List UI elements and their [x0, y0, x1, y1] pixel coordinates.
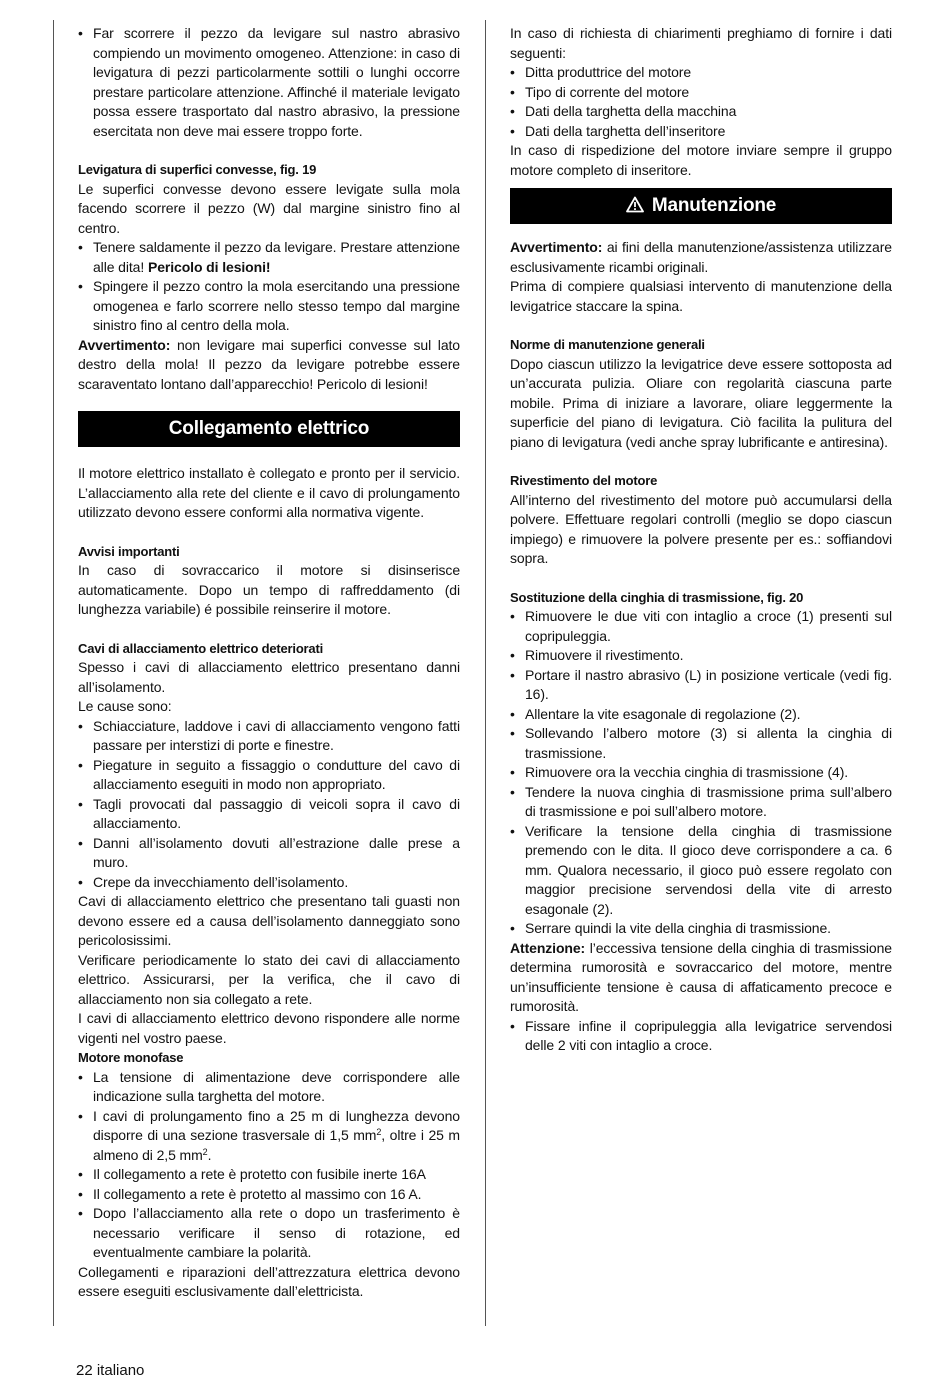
list-item: • Ditta produttrice del motore	[510, 63, 892, 83]
paragraph: In caso di sovraccarico il motore si disinserisce automaticamente. Dopo un tempo di raffreddamento (di lunghezza variabile) é possibile reinserire il motore.	[78, 562, 460, 617]
paragraph: All’interno del rivestimento del motore può accumularsi della polvere. Effettuare regolari controlli (meglio se dopo ciascun impiego) e rimuovere la polvere presente per es.: soffiandovi sopra.	[510, 491, 892, 566]
list-item: • La tensione di alimentazione deve corrispondere alle indicazione sulla targhetta del motore.	[78, 1068, 460, 1107]
paragraph: In caso di richiesta di chiarimenti preghiamo di fornire i dati seguenti:	[510, 25, 892, 61]
list-item: • Rimuovere le due viti con intaglio a croce (1) presenti sul copripuleggia.	[510, 607, 892, 646]
list-item: • Rimuovere il rivestimento.	[510, 646, 892, 666]
heading-avvisi: Avvisi importanti	[78, 543, 180, 559]
section-banner-collegamento: Collegamento elettrico	[78, 411, 460, 447]
paragraph: Prima di compiere qualsiasi intervento di manutenzione della levigatrice staccare la spina.	[510, 278, 892, 314]
list-item: • Crepe da invecchiamento dell’isolamento.	[78, 873, 460, 893]
list-item: • Far scorrere il pezzo da levigare sul nastro abrasivo compiendo un movimento omogeneo. Attenzione: in caso di levigatura di pezzi particolarmente sottili o lunghi occorre prestare particolare attenzione. Affinché il materiale levigato possa essere trasportato dal nastro abrasivo, la pressione esercitata non deve mai essere troppo forte.	[78, 24, 460, 141]
list-item: • I cavi di prolungamento fino a 25 m di lunghezza devono disporre di una sezione trasversale di 1,5 $mm^2$, oltre i 25 m almeno di 2,5 $mm^2$.	[78, 1107, 460, 1166]
warning-paragraph: Avvertimento: non levigare mai superfici convesse sul lato destro della mola! Il pezzo da levigare potrebbe essere scaraventato lontano dall’apparecchio! Pericolo di lesioni!	[78, 336, 460, 392]
paragraph: Collegamenti e riparazioni dell’attrezzatura elettrica devono essere eseguiti esclusivamente dall’elettricista.	[78, 1263, 460, 1299]
paragraph: Verificare periodicamente lo stato dei cavi di allacciamento elettrico. Assicurarsi, per la verifica, che il cavo di allacciamento non sia collegato a rete.	[78, 951, 460, 1007]
left-column	[78, 24, 460, 1302]
list-item: • Portare il nastro abrasivo (L) in posizione verticale (vedi fig. 16).	[510, 666, 892, 705]
list-item: • Tendere la nuova cinghia di trasmissione prima sull’albero di trasmissione e poi sull’albero motore.	[510, 783, 892, 822]
paragraph: In caso di rispedizione del motore inviare sempre il gruppo motore completo di inseritore.	[510, 142, 892, 178]
list-item: • Dati della targhetta della macchina	[510, 102, 892, 122]
list-item: • Danni all’isolamento dovuti all’estrazione dalle prese a muro.	[78, 834, 460, 873]
paragraph: Spesso i cavi di allacciamento elettrico presentano danni all’isolamento.	[78, 659, 460, 695]
list-item: • Schiacciature, laddove i cavi di allacciamento vengono fatti passare per interstizi di porte e finestre.	[78, 717, 460, 756]
paragraph: Cavi di allacciamento elettrico che presentano tali guasti non devono essere ed a causa dell’isolamento danneggiato sono pericolosissimi.	[78, 893, 460, 948]
heading-rivestimento: Rivestimento del motore	[510, 473, 658, 488]
list-item: • Il collegamento a rete è protetto al massimo con 16 A.	[78, 1185, 460, 1205]
heading-monofase: Motore monofase	[78, 1050, 184, 1065]
list-item: • Verificare la tensione della cinghia di trasmissione premendo con le dita. Il gioco deve corrispondere a ca. 6 mm. Qualora necessario, il gioco può essere regolato con maggior precisione servendosi della vite di arresto esagonale (2).	[510, 822, 892, 920]
warning-paragraph: Avvertimento: ai fini della manutenzione/assistenza utilizzare esclusivamente ricambi originali.	[510, 239, 892, 275]
paragraph: I cavi di allacciamento elettrico devono rispondere alle norme vigenti nel vostro paese.	[78, 1010, 460, 1046]
list-item: • Tenere saldamente il pezzo da levigare. Prestare attenzione alle dita! Pericolo di lesioni!	[78, 238, 460, 277]
heading-convesse: Levigatura di superfici convesse, fig. 19	[78, 162, 317, 177]
list-item: • Dati della targhetta dell’inseritore	[510, 122, 892, 142]
section-banner-manutenzione: Manutenzione	[510, 188, 892, 224]
heading-norme: Norme di manutenzione generali	[510, 337, 705, 352]
list-item: • Spingere il pezzo contro la mola esercitando una pressione omogenea e farlo scorrere nello stesso tempo dal margine sinistro fino al centro della mola.	[78, 277, 460, 336]
heading-cavi: Cavi di allacciamento elettrico deteriorati	[78, 640, 323, 656]
heading-cinghia: Sostituzione della cinghia di trasmissione, fig. 20	[510, 589, 804, 605]
list-item: • Piegature in seguito a fissaggio o condutture del cavo di allacciamento eseguiti in modo non appropriato.	[78, 756, 460, 795]
list-item: • Rimuovere ora la vecchia cinghia di trasmissione (4).	[510, 763, 892, 783]
list-item: • Sollevando l’albero motore (3) si allenta la cinghia di trasmissione.	[510, 724, 892, 763]
left-margin-rule	[53, 20, 54, 1326]
list-item: • Tipo di corrente del motore	[510, 83, 892, 103]
paragraph: Il motore elettrico installato è collegato e pronto per il servicio. L’allacciamento alla rete del cliente e il cavo di prolungamento utilizzato devono essere conformi alla normativa vigente.	[78, 465, 460, 520]
list-item: • Dopo l’allacciamento alla rete o dopo un trasferimento è necessario verificare il senso di rotazione, ed eventualmente cambiare la polarità.	[78, 1204, 460, 1263]
center-column-rule	[485, 20, 486, 1326]
list-item: • Il collegamento a rete è protetto con fusibile inerte 16A	[78, 1165, 460, 1185]
list-item: • Serrare quindi la vite della cinghia di trasmissione.	[510, 919, 892, 939]
page-footer: 22 italiano	[76, 1362, 145, 1379]
paragraph: Dopo ciascun utilizzo la levigatrice deve essere sottoposta ad un’accurata pulizia. Oliare con regolarità ciascuna parte mobile. Prima di iniziare a lavorare, oliare leggermente la superficie del piano di levigatura. Ciò facilita la pulitura del piano di levigatura (vedi anche spray lubrificante e antiresina).	[510, 355, 892, 450]
list-item: • Allentare la vite esagonale di regolazione (2).	[510, 705, 892, 725]
paragraph: Le cause sono:	[78, 698, 172, 714]
warning-paragraph: Attenzione: l’eccessiva tensione della cinghia di trasmissione determina rumorosità e sovraccarico del motore, mentre un’insufficiente tensione è causa di affaticamento precoce e rumorosità.	[510, 939, 892, 1014]
right-column	[510, 24, 892, 1056]
list-item: • Tagli provocati dal passaggio di veicoli sopra il cavo di allacciamento.	[78, 795, 460, 834]
warning-triangle-icon	[626, 196, 644, 213]
list-item: • Fissare infine il copripuleggia alla levigatrice servendosi delle 2 viti con intaglio a croce.	[510, 1017, 892, 1056]
paragraph: Le superfici convesse devono essere levigate sulla mola facendo scorrere il pezzo (W) dal margine sinistro fino al centro.	[78, 180, 460, 236]
